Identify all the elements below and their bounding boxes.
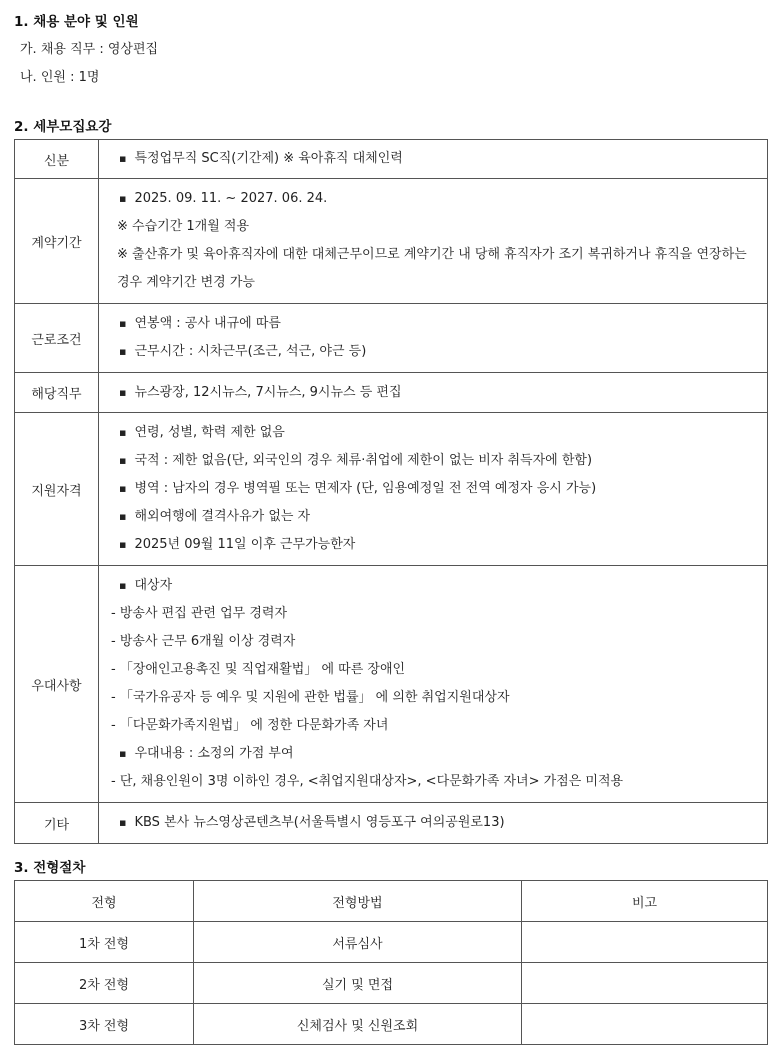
table-cell: 서류심사: [194, 922, 522, 963]
row-label: 신분: [15, 140, 99, 179]
row-content: [99, 803, 768, 844]
table-cell: [522, 1004, 768, 1045]
sub-item: - 「장애인고용촉진 및 직업재활법」 에 따른 장애인: [111, 662, 406, 677]
row-label: 근로조건: [15, 304, 99, 373]
table-cell: 3차 전형: [15, 1004, 194, 1045]
table-row: [15, 922, 768, 963]
note-text: ※ 출산휴가 및 육아휴직자에 대한 대체근무이므로 계약기간 내 당해 휴직자가 조기 복귀하거나 휴직을 연장하는 경우 계약기간 변경 가능: [117, 247, 747, 290]
list-item: ▪ 국적 : 제한 없음(단, 외국인의 경우 체류·취업에 제한이 없는 비자 취득자에 한함): [111, 447, 755, 475]
table-header-row: [15, 881, 768, 922]
row-label: 지원자격: [15, 413, 99, 566]
table-row: [15, 179, 768, 304]
table-cell: 1차 전형: [15, 922, 194, 963]
table-cell: [522, 963, 768, 1004]
list-item: ▪ 연령, 성별, 학력 제한 없음: [111, 419, 755, 447]
sub-item: - 「국가유공자 등 예우 및 지원에 관한 법률」 에 의한 취업지원대상자: [111, 690, 510, 705]
list-item: ▪ 병역 : 남자의 경우 병역필 또는 면제자 (단, 임용예정일 전 전역 예정자 응시 가능): [111, 475, 755, 503]
table-row: [15, 803, 768, 844]
table-row: [15, 1004, 768, 1045]
row-label: 해당직무: [15, 373, 99, 413]
table-row: [15, 413, 768, 566]
sub-item: - 「다문화가족지원법」 에 정한 다문화가족 자녀: [111, 718, 389, 733]
list-item: ▪ 근무시간 : 시차근무(조근, 석근, 야근 등): [111, 338, 755, 366]
table-row: [15, 566, 768, 803]
table-row: [15, 304, 768, 373]
job-line: 가. 채용 직무 : 영상편집: [20, 42, 159, 57]
recruitment-details-table: [14, 139, 768, 844]
list-item: ▪ 2025. 09. 11. ~ 2027. 06. 24.: [111, 185, 755, 213]
section1-title: 1. 채용 분야 및 인원: [14, 14, 139, 30]
row-content: [99, 413, 768, 566]
row-content: [99, 179, 768, 304]
selection-process-table: [14, 880, 768, 1045]
section3-title: 3. 전형절차: [14, 860, 86, 876]
table-cell: 2차 전형: [15, 963, 194, 1004]
sub-item: - 방송사 편집 관련 업무 경력자: [111, 606, 288, 621]
table-cell: 실기 및 면접: [194, 963, 522, 1004]
column-header: 전형방법: [194, 881, 522, 922]
column-header: 전형: [15, 881, 194, 922]
column-header: 비고: [522, 881, 768, 922]
list-item: ▪ 2025년 09월 11일 이후 근무가능한자: [111, 531, 755, 559]
list-item: ▪ 뉴스광장, 12시뉴스, 7시뉴스, 9시뉴스 등 편집: [111, 379, 755, 407]
list-item: ▪ 대상자: [111, 572, 755, 600]
table-cell: 신체검사 및 신원조회: [194, 1004, 522, 1045]
section2-title: 2. 세부모집요강: [14, 119, 112, 135]
row-label: 기타: [15, 803, 99, 844]
table-cell: [522, 922, 768, 963]
row-content: [99, 304, 768, 373]
table-row: [15, 963, 768, 1004]
row-content: [99, 566, 768, 803]
table-row: [15, 140, 768, 179]
list-item: ▪ 해외여행에 결격사유가 없는 자: [111, 503, 755, 531]
list-item: ▪ 연봉액 : 공사 내규에 따름: [111, 310, 755, 338]
row-label: 계약기간: [15, 179, 99, 304]
list-item: ▪ 우대내용 : 소정의 가점 부여: [111, 740, 755, 768]
count-line: 나. 인원 : 1명: [20, 70, 100, 85]
sub-item: - 단, 채용인원이 3명 이하인 경우, <취업지원대상자>, <다문화가족 자녀> 가점은 미적용: [111, 774, 624, 789]
list-item: ▪ KBS 본사 뉴스영상콘텐츠부(서울특별시 영등포구 여의공원로13): [111, 809, 755, 837]
note-text: ※ 수습기간 1개월 적용: [117, 219, 250, 234]
list-item: ▪ 특정업무직 SC직(기간제) ※ 육아휴직 대체인력: [111, 145, 755, 173]
sub-item: - 방송사 근무 6개월 이상 경력자: [111, 634, 296, 649]
row-content: [99, 140, 768, 179]
row-label: 우대사항: [15, 566, 99, 803]
table-row: [15, 373, 768, 413]
row-content: [99, 373, 768, 413]
